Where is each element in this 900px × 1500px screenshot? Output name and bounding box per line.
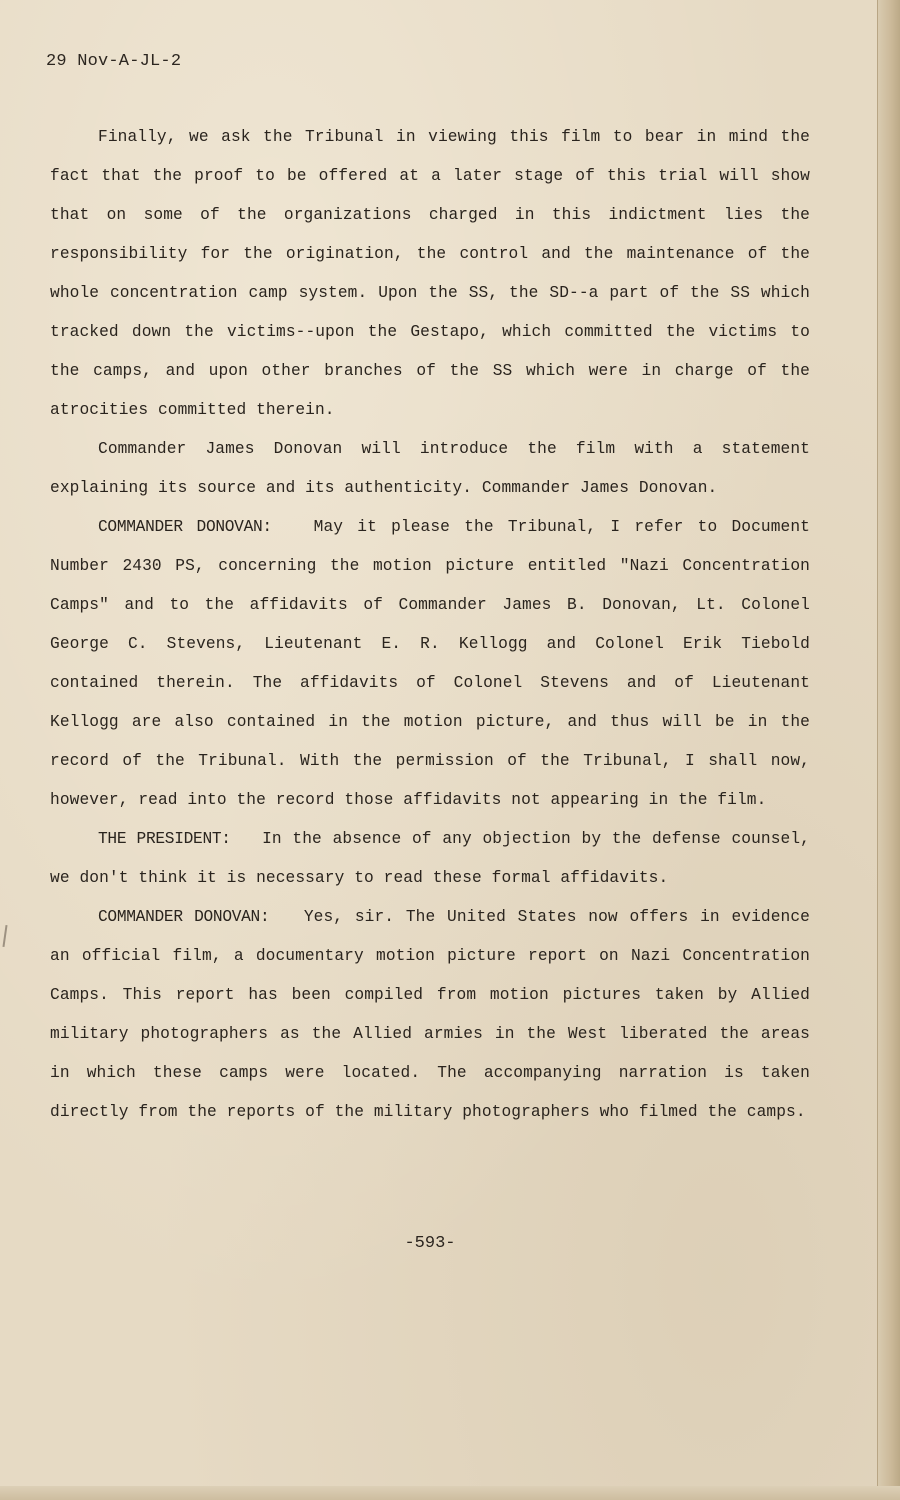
speaker-label: THE PRESIDENT:	[98, 830, 252, 848]
page-bottom-edge	[0, 1486, 900, 1500]
margin-mark	[2, 925, 7, 947]
paragraph-text: In the absence of any objection by the defense counsel, we don't think it is necessary to read these formal affidavits.	[50, 830, 810, 887]
paragraph-2	[50, 430, 810, 508]
paragraph-text: Finally, we ask the Tribunal in viewing this film to bear in mind the fact that the proof to be offered at a later stage of this trial will show that on some of the organizations charged in this indictment lies the responsibility for the origination, the control and the maintenance of the whole concentration camp system. Upon the SS, the SD--a part of the SS which tracked down the victims--upon the Gestapo, which committed the victims to the camps, and upon other branches of the SS which were in charge of the atrocities committed therein.	[50, 128, 810, 419]
paragraph-text: Yes, sir. The United States now offers in evidence an official film, a documentary motion picture report on Nazi Concentration Camps. This report has been compiled from motion pictures taken by Allied military photographers as the Allied armies in the West liberated the areas in which these camps were located. The accompanying narration is taken directly from the reports of the military photographers who filmed the camps.	[50, 908, 810, 1121]
page-edge	[877, 0, 900, 1500]
document-id: 29 Nov-A-JL-2	[46, 52, 182, 71]
paragraph-5	[50, 898, 810, 1132]
paragraph-text: Commander James Donovan will introduce the film with a statement explaining its source and its authenticity. Commander James Donovan.	[50, 440, 810, 497]
page-number: -593-	[404, 1234, 456, 1253]
paragraph-3	[50, 508, 810, 820]
paragraph-4	[50, 820, 810, 898]
paragraph-1	[50, 118, 810, 430]
speaker-label: COMMANDER DONOVAN:	[98, 908, 293, 926]
paragraph-text: May it please the Tribunal, I refer to Document Number 2430 PS, concerning the motion picture entitled "Nazi Concentration Camps" and to the affidavits of Commander James B. Donovan, Lt. Colonel George C. Stevens, Lieutenant E. R. Kellogg and Colonel Erik Tiebold contained therein. The affidavits of Colonel Stevens and of Lieutenant Kellogg are also contained in the motion picture, and thus will be in the record of the Tribunal. With the permission of the Tribunal, I shall now, however, read into the record those affidavits not appearing in the film.	[50, 518, 810, 809]
transcript-body	[50, 118, 810, 1132]
speaker-label: COMMANDER DONOVAN:	[98, 518, 300, 536]
